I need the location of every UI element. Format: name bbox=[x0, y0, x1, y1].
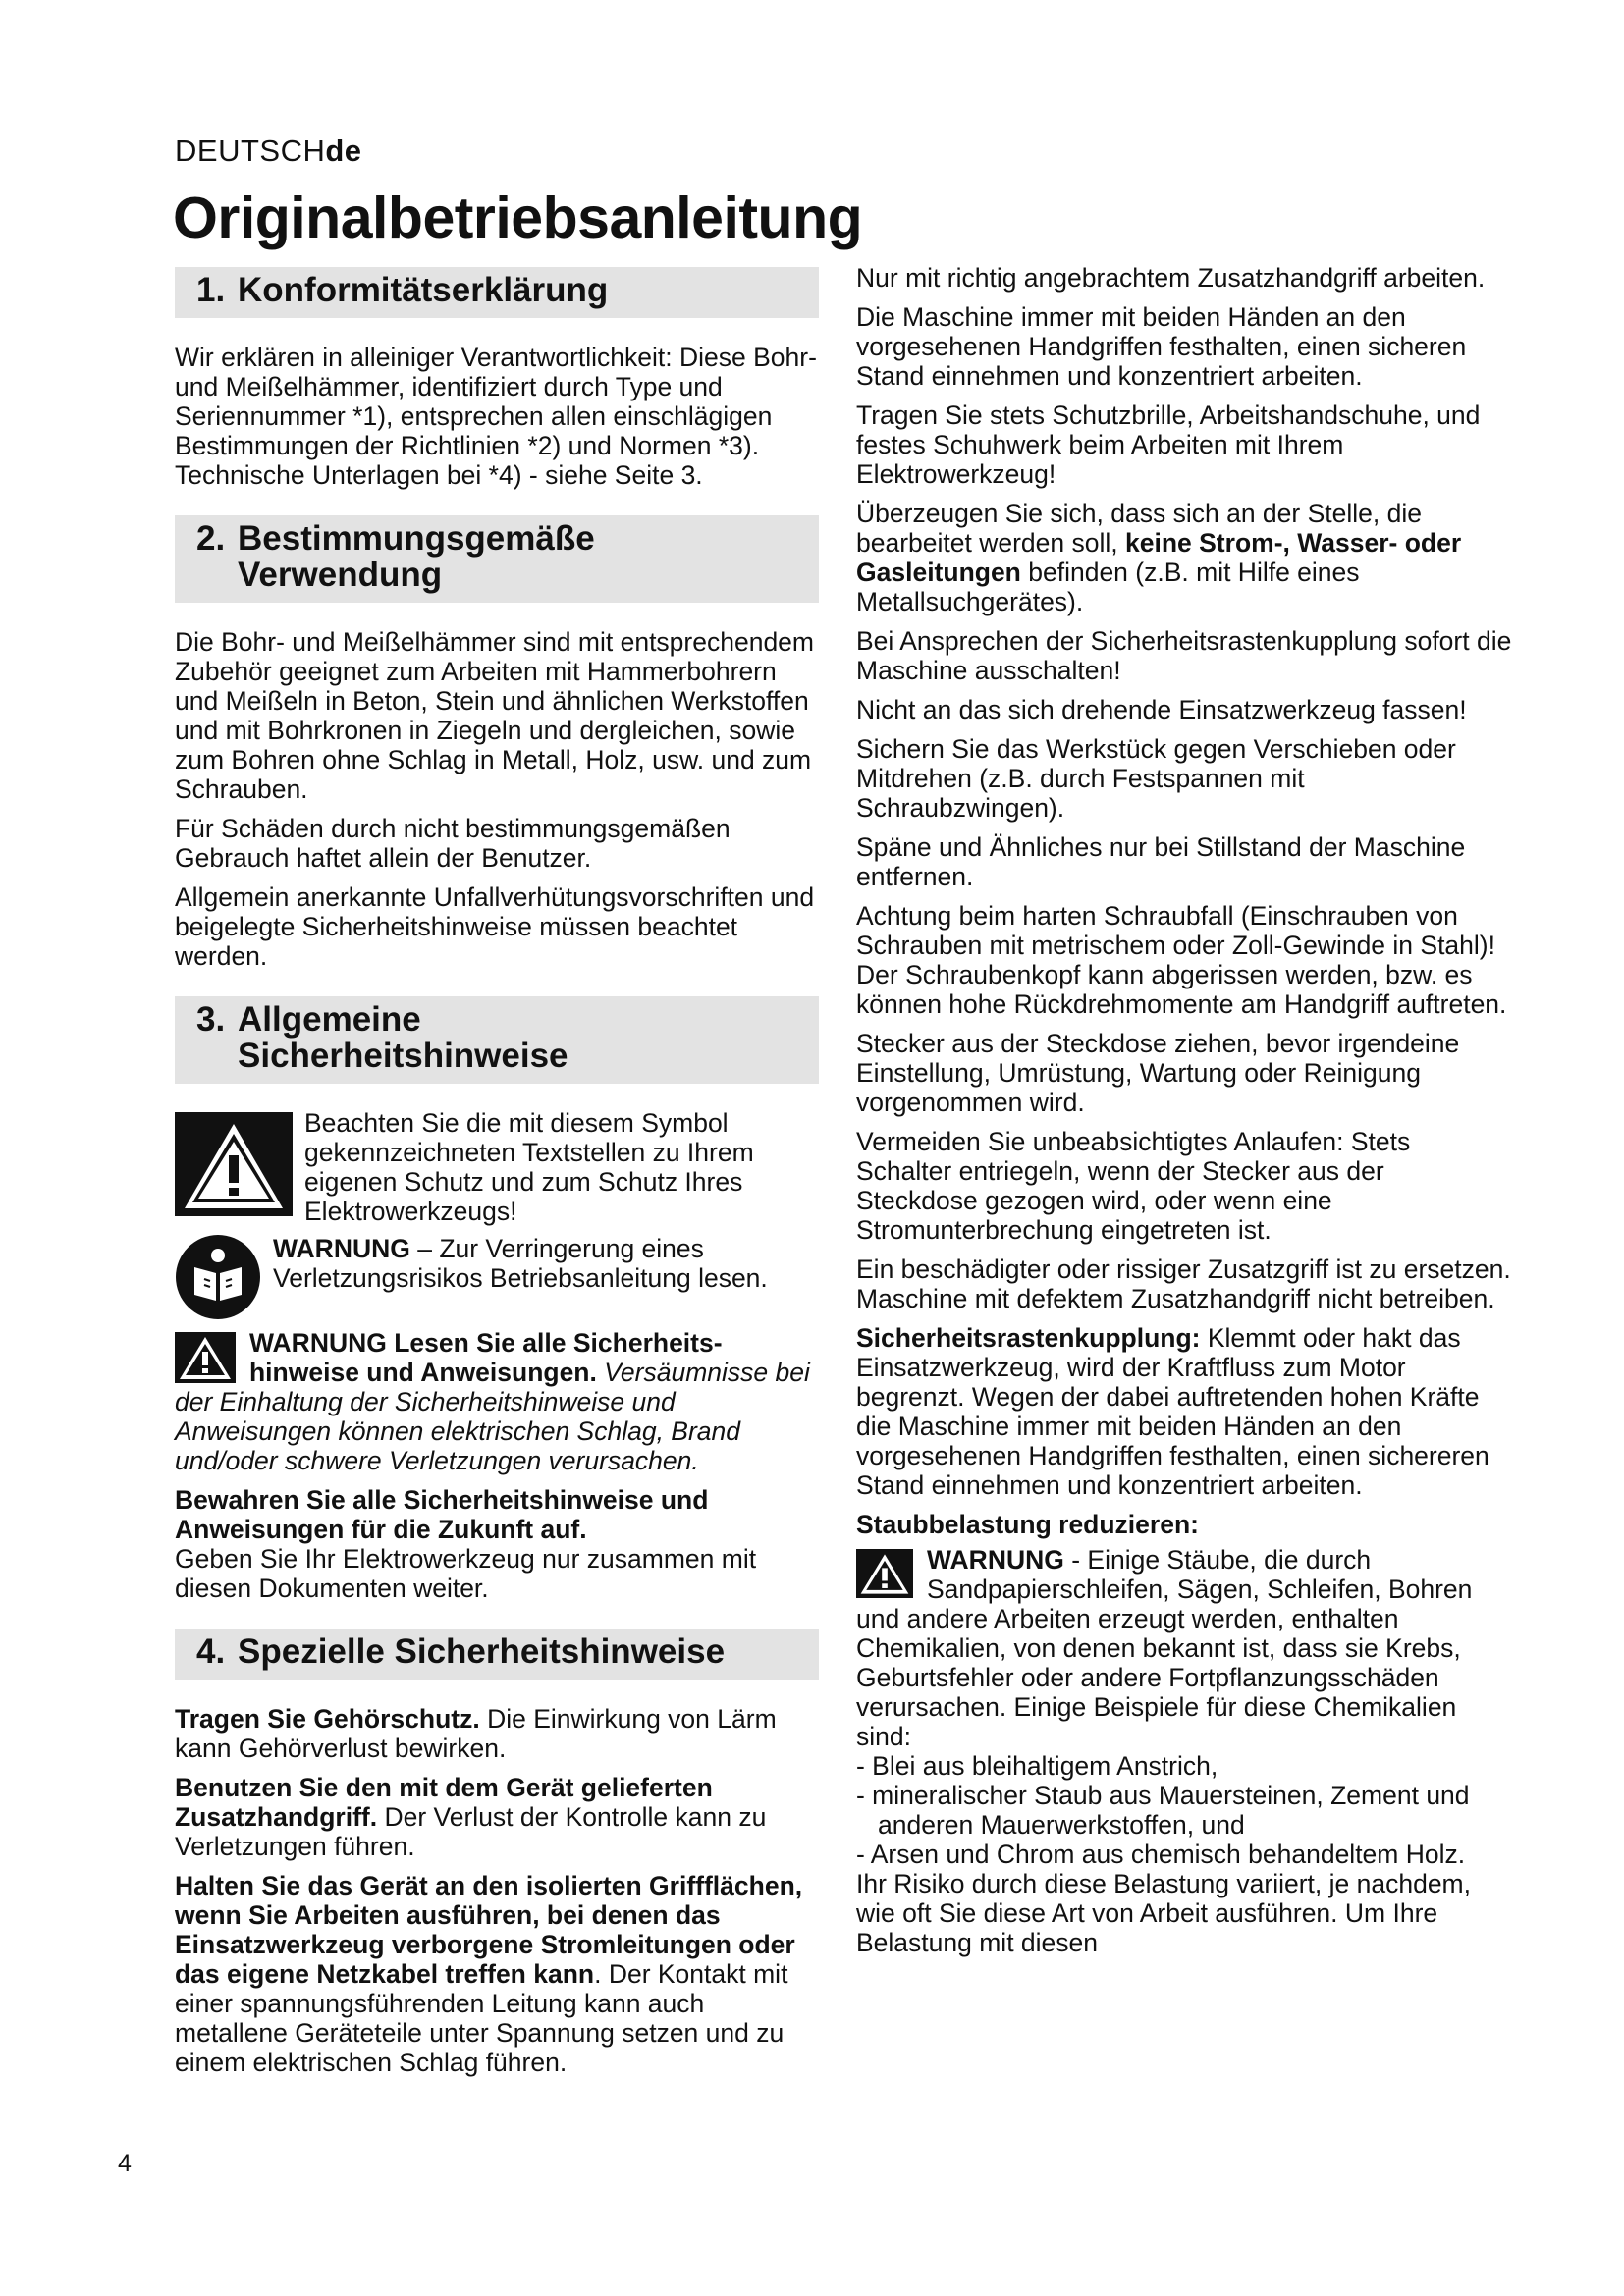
right-paragraph-9: Achtung beim harten Schraubfall (Einschrauben von Schrauben mit metrischem oder Zoll-Gewinde in Stahl)! Der Schraubenkopf kann abgerissen werden, bzw. es können hohe Rückdrehmomente am Handgriff auftreten. bbox=[856, 901, 1507, 1019]
section2-paragraph-1: Die Bohr- und Meißelhämmer sind mit entsprechendem Zubehör geeignet zum Arbeiten mit Hammerbohrern und Meißeln in Beton, Stein und ähnlichen Werkstoffen und mit Bohrkronen in Ziegeln und dergleichen, sowie zum Bohren ohne Schlag in Metall, Holz, usw. und zum Schrauben. bbox=[175, 627, 814, 804]
right-paragraph-1: Nur mit richtig angebrachtem Zusatzhandgriff arbeiten. bbox=[856, 263, 1486, 293]
page-number: 4 bbox=[118, 2150, 132, 2177]
right-paragraph-2: Die Maschine immer mit beiden Händen an den vorgesehenen Handgriffen festhalten, einen sicheren Stand einnehmen und konzentriert arbeiten. bbox=[856, 302, 1467, 391]
right-paragraph-12: Ein beschädigter oder rissiger Zusatzgriff ist zu ersetzen. Maschine mit defektem Zusatzhandgriff nicht betreiben. bbox=[856, 1255, 1511, 1313]
section-heading-1: 1. Konformitätserklärung bbox=[175, 267, 819, 318]
pass-on-instructions: Geben Sie Ihr Elektrowerkzeug nur zusammen mit diesen Dokumenten weiter. bbox=[175, 1544, 757, 1603]
dust-warning: WARNUNG - Einige Stäube, die durch Sandpapierschleifen, Sägen, Schleifen, Bohren und andere Arbeiten erzeugt werden, enthalten Chemikalien, von denen bekannt ist, dass sie Krebs, Geburtsfehler oder andere Fortpflanzungsschäden verursachen. Einige Beispiele für diese Chemikalien sind: bbox=[856, 1545, 1473, 1751]
language-label: DEUTSCHde bbox=[175, 133, 362, 168]
section1-text: Wir erklären in alleiniger Verantwortlichkeit: Diese Bohr- und Meißelhämmer, identifiziert durch Type und Seriennummer *1), entsprechen allen einschlägigen Bestimmungen der Richtlinien *2) und Normen *3). Technische Unterlagen bei *4) - siehe Seite 3. bbox=[175, 343, 817, 490]
right-paragraph-7: Sichern Sie das Werkstück gegen Verschieben oder Mitdrehen (z.B. durch Festspannen mit Schraubzwingen). bbox=[856, 734, 1456, 823]
read-all-warning: WARNUNG Lesen Sie alle Sicherheits-hinweise und Anweisungen. Versäumnisse bei der Einhaltung der Sicherheitshinweise und Anweisungen können elektrischen Schlag, Brand und/oder schwere Verletzungen verursachen. bbox=[175, 1328, 810, 1475]
section4-paragraph-3: Halten Sie das Gerät an den isolierten Griffflächen, wenn Sie Arbeiten ausführen, bei denen das Einsatzwerkzeug verborgene Stromleitungen oder das eigene Netzkabel treffen kann. Der Kontakt mit einer spannungsführenden Leitung kann auch metallene Geräteteile unter Spannung setzen und zu einem elektrischen Schlag führen. bbox=[175, 1871, 803, 2077]
warning-triangle-small-icon bbox=[175, 1332, 236, 1383]
chemicals-list bbox=[856, 1751, 1512, 1869]
right-paragraph-4: Überzeugen Sie sich, dass sich an der Stelle, die bearbeitet werden soll, keine Strom-, Wasser- oder Gasleitungen befinden (z.B. mit Hilfe eines Metallsuchgerätes). bbox=[856, 499, 1462, 616]
section4-paragraph-2: Benutzen Sie den mit dem Gerät gelieferten Zusatzhandgriff. Der Verlust der Kontrolle kann zu Verletzungen führen. bbox=[175, 1773, 767, 1861]
section2-paragraph-3: Allgemein anerkannte Unfallverhütungsvorschriften und beigelegte Sicherheitshinweise müssen beachtet werden. bbox=[175, 882, 815, 971]
section4-paragraph-1: Tragen Sie Gehörschutz. Die Einwirkung von Lärm kann Gehörverlust bewirken. bbox=[175, 1704, 777, 1763]
right-paragraph-3: Tragen Sie stets Schutzbrille, Arbeitshandschuhe, und festes Schuhwerk beim Arbeiten mit Ihrem Elektrowerkzeug! bbox=[856, 400, 1481, 489]
right-column bbox=[856, 263, 1512, 1967]
section-heading-2: 2. Bestimmungsgemäße Verwendung bbox=[175, 515, 819, 603]
section-heading-3: 3. Allgemeine Sicherheitshinweise bbox=[175, 996, 819, 1084]
read-manual-icon bbox=[175, 1234, 261, 1320]
list-item: - Arsen und Chrom aus chemisch behandeltem Holz. bbox=[856, 1840, 1466, 1869]
risk-text: Ihr Risiko durch diese Belastung variiert, je nachdem, wie oft Sie diese Art von Arbeit ausführen. Um Ihre Belastung mit diesen bbox=[856, 1869, 1471, 1957]
warning-triangle-icon bbox=[175, 1112, 293, 1216]
list-item: - Blei aus bleihaltigem Anstrich, bbox=[856, 1751, 1218, 1781]
right-paragraph-6: Nicht an das sich drehende Einsatzwerkzeug fassen! bbox=[856, 695, 1467, 724]
right-paragraph-13: Sicherheitsrastenkupplung: Klemmt oder hakt das Einsatzwerkzeug, wird der Kraftfluss zum Motor begrenzt. Wegen der dabei auftretenden hohen Kräfte die Maschine immer mit beiden Händen an den vorgesehenen Handgriffen festhalten, einen sichereren Stand einnehmen und konzentriert arbeiten. bbox=[856, 1323, 1489, 1500]
right-paragraph-11: Vermeiden Sie unbeabsichtigtes Anlaufen: Stets Schalter entriegeln, wenn der Stecker aus der Steckdose gezogen wird, oder wenn eine Stromunterbrechung eingetreten ist. bbox=[856, 1127, 1411, 1245]
right-paragraph-8: Späne und Ähnliches nur bei Stillstand der Maschine entfernen. bbox=[856, 832, 1466, 891]
right-paragraph-10: Stecker aus der Steckdose ziehen, bevor irgendeine Einstellung, Umrüstung, Wartung oder Reinigung vorgenommen wird. bbox=[856, 1029, 1460, 1117]
dust-heading: Staubbelastung reduzieren: bbox=[856, 1510, 1199, 1539]
section-heading-4: 4. Spezielle Sicherheitshinweise bbox=[175, 1629, 819, 1680]
right-paragraph-5: Bei Ansprechen der Sicherheitsrastenkupplung sofort die Maschine ausschalten! bbox=[856, 626, 1512, 685]
page-title: Originalbetriebsanleitung bbox=[173, 186, 863, 250]
symbol-notice-text: Beachten Sie die mit diesem Symbol gekennzeichneten Textstellen zu Ihrem eigenen Schutz und zum Schutz Ihres Elektrowerkzeugs! bbox=[304, 1108, 754, 1226]
section2-paragraph-2: Für Schäden durch nicht bestimmungsgemäßen Gebrauch haftet allein der Benutzer. bbox=[175, 814, 731, 873]
warning-triangle-dust-icon bbox=[856, 1549, 913, 1598]
keep-instructions: Bewahren Sie alle Sicherheitshinweise und Anweisungen für die Zukunft auf. bbox=[175, 1485, 709, 1544]
read-manual-warning: WARNUNG – Zur Verringerung eines Verletzungsrisikos Betriebsanleitung lesen. bbox=[175, 1232, 819, 1320]
list-item: - mineralischer Staub aus Mauersteinen, Zement und anderen Mauerwerkstoffen, und bbox=[856, 1781, 1470, 1840]
symbol-notice bbox=[175, 1108, 819, 1226]
left-column bbox=[175, 267, 819, 2087]
